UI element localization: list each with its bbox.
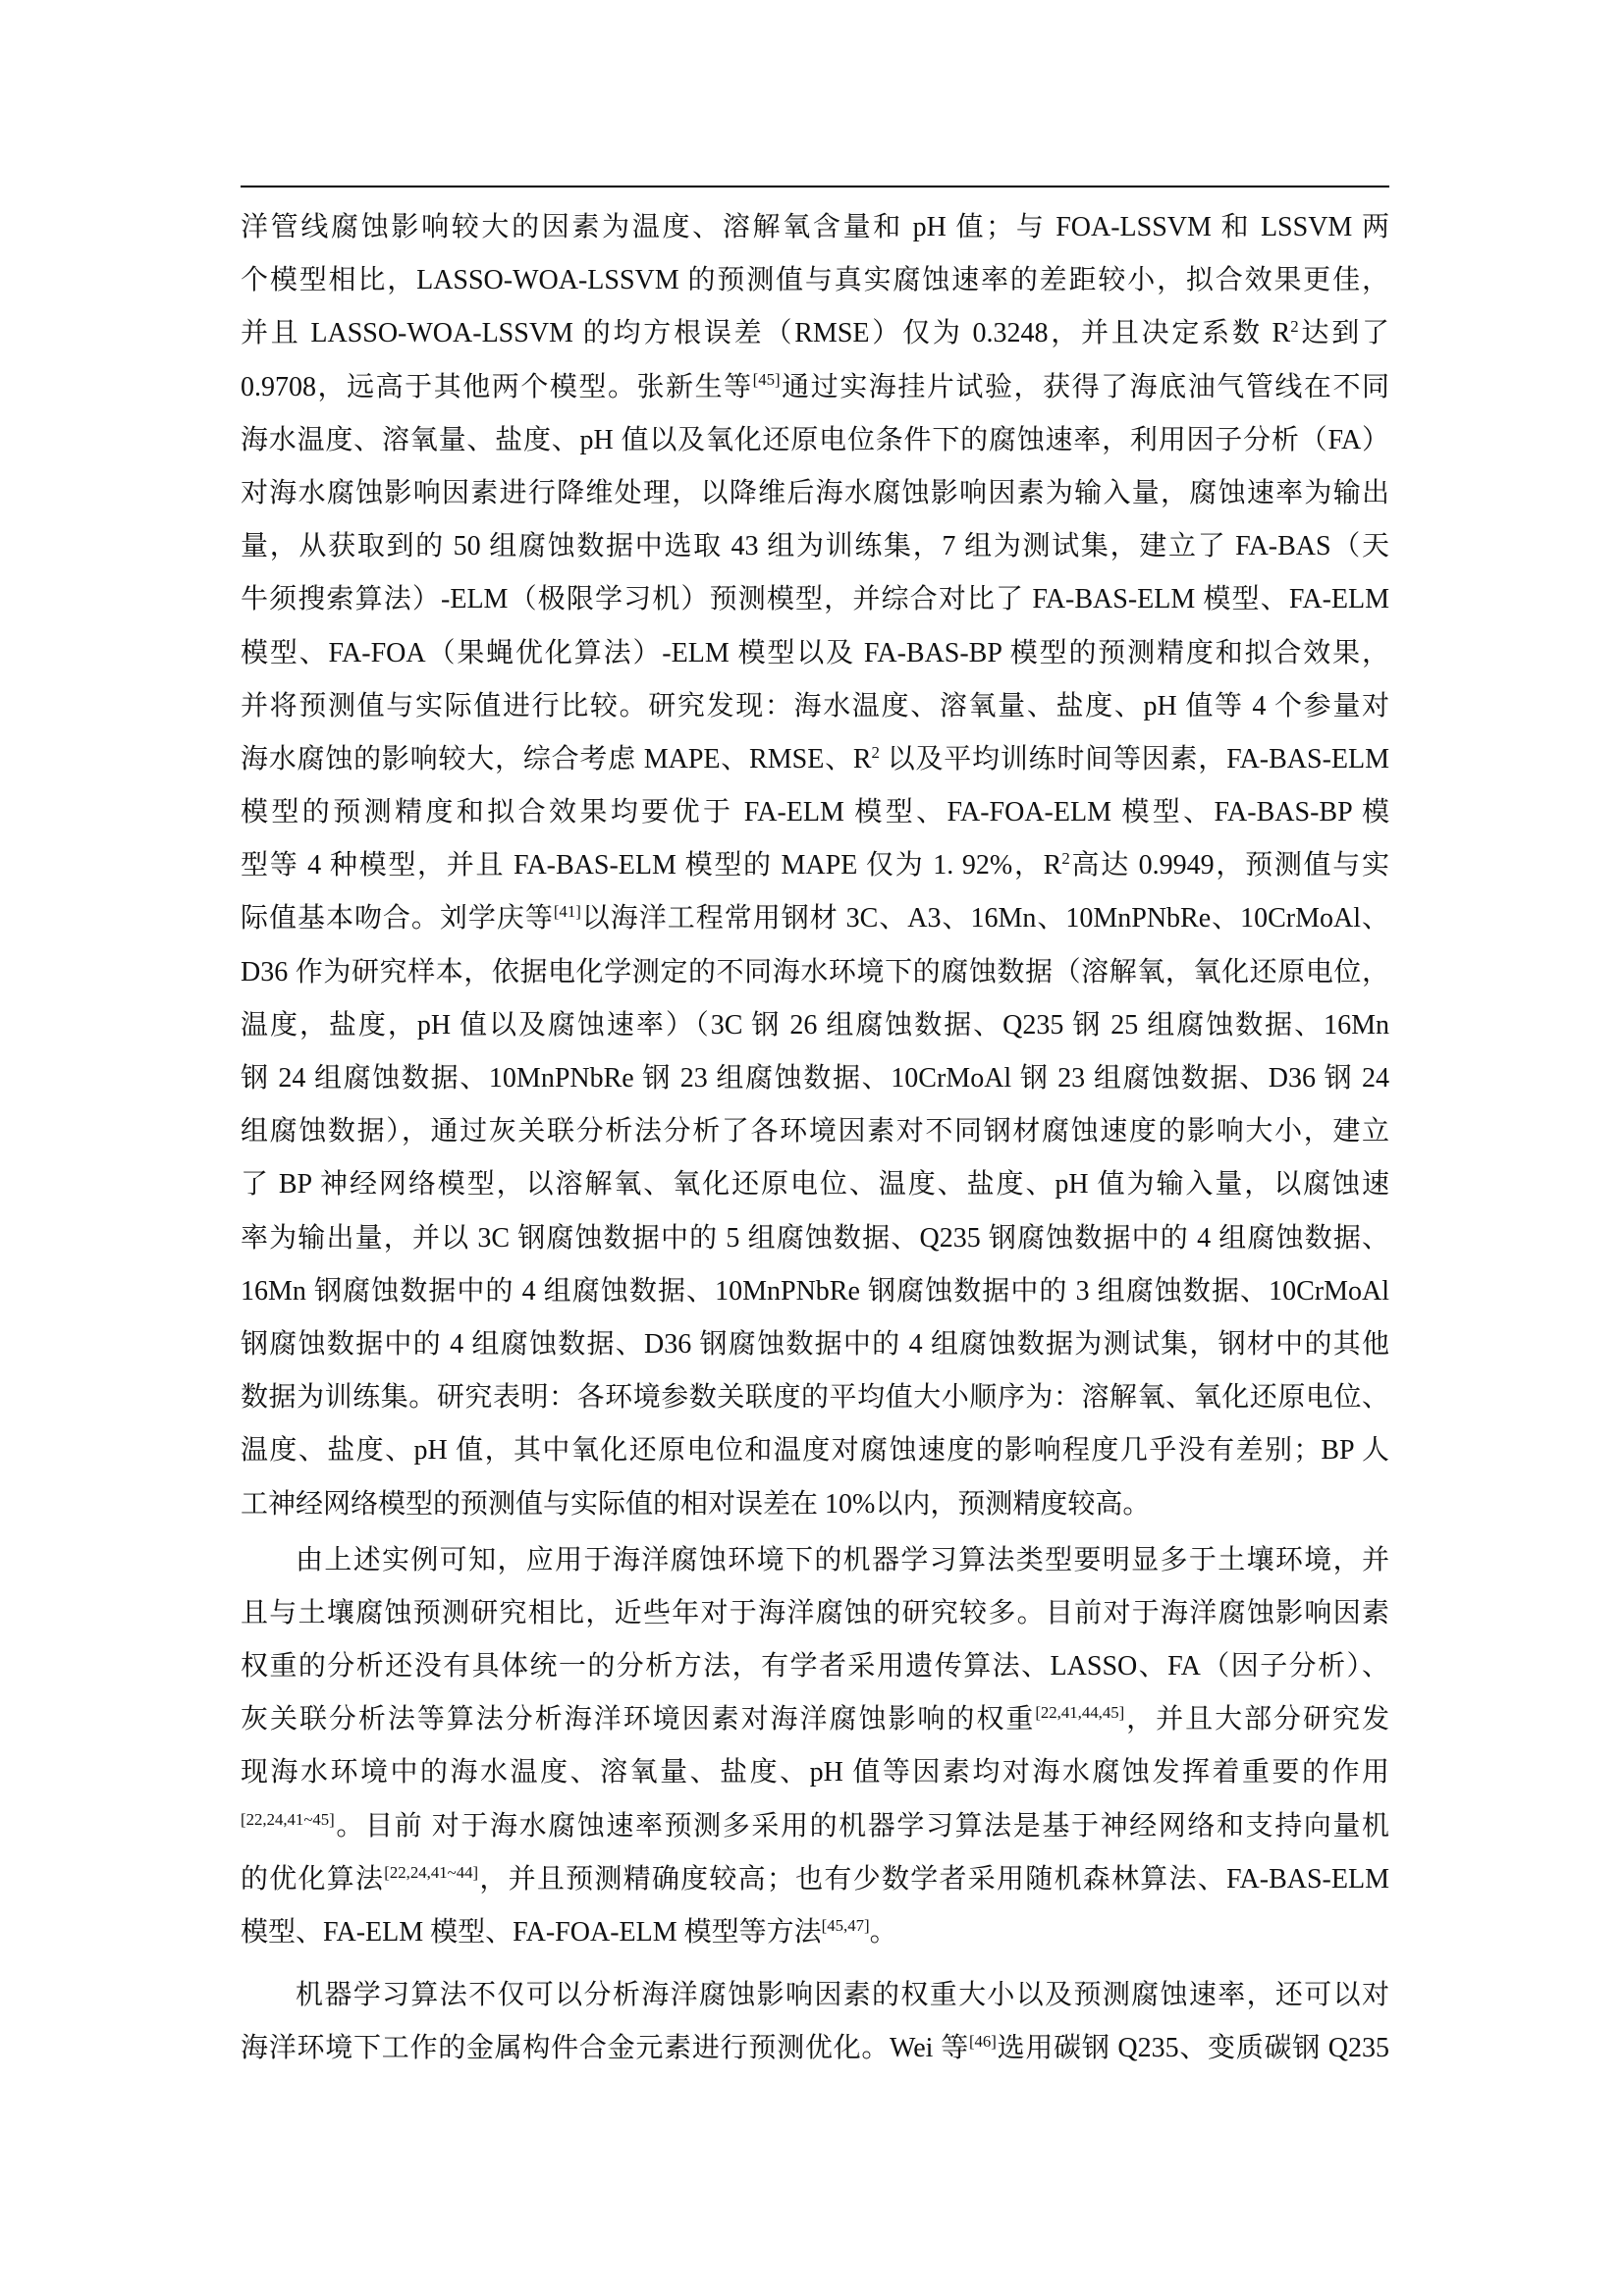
- paragraph: [241, 201, 1389, 1531]
- text-line: [241, 999, 1389, 1052]
- text-run: 量，从获取到的 50 组腐蚀数据中选取 43 组为训练集，7 组为测试集，建立了 FA-BAS（天: [241, 531, 1389, 562]
- exponent-superscript: 2: [871, 742, 880, 762]
- text-run: 温度，盐度，pH 值以及腐蚀速率）（3C 钢 26 组腐蚀数据、Q235 钢 25 组腐蚀数据、16Mn: [241, 1009, 1389, 1041]
- text-run: 。目前 对于海水腐蚀速率预测多采用的机器学习算法是基于神经网络和支持向量机: [334, 1810, 1389, 1842]
- text-run: 0.9708，远高于其他两个模型。张新生等: [241, 371, 753, 402]
- exponent-superscript: 2: [1061, 849, 1070, 869]
- text-line: [241, 467, 1389, 520]
- text-run: 权重的分析还没有具体统一的分析方法，有学者采用遗传算法、LASSO、FA（因子分析）、: [241, 1651, 1389, 1682]
- text-run: 灰关联分析法等算法分析海洋环境因素对海洋腐蚀影响的权重: [241, 1704, 1036, 1735]
- header-rule: [241, 186, 1389, 187]
- text-run: 型等 4 种模型，并且 FA-BAS-ELM 模型的 MAPE 仅为 1. 92%，R: [241, 850, 1062, 881]
- text-run: 选用碳钢 Q235、变质碳钢 Q235: [996, 2033, 1389, 2064]
- text-run: ，并且大部分研究发: [1124, 1704, 1389, 1735]
- text-line: [241, 414, 1389, 467]
- text-line: [241, 1052, 1389, 1105]
- citation-superscript: [22,41,44,45]: [1035, 1703, 1125, 1723]
- text-run: 的优化算法: [241, 1863, 385, 1895]
- text-line: [241, 254, 1389, 307]
- text-line: [241, 1800, 1389, 1853]
- text-run: 模型、FA-FOA（果蝇优化算法）-ELM 模型以及 FA-BAS-BP 模型的预测精度和拟合效果，: [241, 637, 1389, 668]
- text-run: 海水温度、溶氧量、盐度、pH 值以及氧化还原电位条件下的腐蚀速率，利用因子分析（FA）: [241, 424, 1389, 455]
- text-line: [241, 1424, 1389, 1477]
- text-run: D36 作为研究样本，依据电化学测定的不同海水环境下的腐蚀数据（溶解氧，氧化还原电位，: [241, 956, 1389, 988]
- paragraph: [241, 1969, 1389, 2075]
- text-line: [241, 1587, 1389, 1640]
- text-run: 现海水环境中的海水温度、溶氧量、盐度、pH 值等因素均对海水腐蚀发挥着重要的作用: [241, 1757, 1389, 1789]
- text-run: 对海水腐蚀影响因素进行降维处理，以降维后海水腐蚀影响因素为输入量，腐蚀速率为输出: [241, 477, 1389, 508]
- citation-superscript: [41]: [553, 902, 581, 922]
- text-line: [241, 307, 1389, 360]
- text-line: [241, 361, 1389, 414]
- text-run: 钢 24 组腐蚀数据、10MnPNbRe 钢 23 组腐蚀数据、10CrMoAl 钢 23 组腐蚀数据、D36 钢 24: [241, 1063, 1389, 1094]
- text-line: [241, 1371, 1389, 1424]
- text-run: 机器学习算法不仅可以分析海洋腐蚀影响因素的权重大小以及预测腐蚀速率，还可以对: [296, 1980, 1389, 2011]
- text-line: [241, 1969, 1389, 2022]
- text-run: 组腐蚀数据），通过灰关联分析法分析了各环境因素对不同钢材腐蚀速度的影响大小，建立: [241, 1116, 1389, 1148]
- text-run: 模型、FA-ELM 模型、FA-FOA-ELM 模型等方法: [241, 1917, 822, 1948]
- citation-superscript: [22,24,41~44]: [384, 1862, 479, 1882]
- body-text: [241, 201, 1389, 2076]
- text-line: [241, 733, 1389, 786]
- text-run: 达到了: [1298, 318, 1389, 349]
- text-line: [241, 1478, 1389, 1531]
- text-line: [241, 1693, 1389, 1746]
- text-run: 由上述实例可知，应用于海洋腐蚀环境下的机器学习算法类型要明显多于土壤环境，并: [296, 1544, 1389, 1575]
- text-run: 16Mn 钢腐蚀数据中的 4 组腐蚀数据、10MnPNbRe 钢腐蚀数据中的 3 组腐蚀数据、10CrMoAl: [241, 1275, 1389, 1307]
- text-line: [241, 1105, 1389, 1158]
- text-run: 且与土壤腐蚀预测研究相比，近些年对于海洋腐蚀的研究较多。目前对于海洋腐蚀影响因素: [241, 1597, 1389, 1629]
- text-run: 温度、盐度、pH 值，其中氧化还原电位和温度对腐蚀速度的影响程度几乎没有差别；BP 人: [241, 1435, 1389, 1467]
- text-line: [241, 680, 1389, 733]
- text-run: 模型的预测精度和拟合效果均要优于 FA-ELM 模型、FA-FOA-ELM 模型、FA-BAS-BP 模: [241, 797, 1389, 828]
- text-line: [241, 1853, 1389, 1906]
- text-run: 并且 LASSO-WOA-LSSVM 的均方根误差（RMSE）仅为 0.3248，并且决定系数 R: [241, 318, 1291, 349]
- text-line: [241, 1640, 1389, 1693]
- citation-superscript: [45,47]: [821, 1915, 870, 1935]
- text-line: [241, 839, 1389, 892]
- text-run: 率为输出量，并以 3C 钢腐蚀数据中的 5 组腐蚀数据、Q235 钢腐蚀数据中的 4 组腐蚀数据、: [241, 1222, 1389, 1254]
- text-run: 以海洋工程常用钢材 3C、A3、16Mn、10MnPNbRe、10CrMoAl、: [580, 903, 1389, 934]
- text-run: 。: [869, 1917, 897, 1948]
- text-line: [241, 520, 1389, 573]
- text-line: [241, 1534, 1389, 1587]
- text-line: [241, 892, 1389, 945]
- text-line: [241, 573, 1389, 626]
- text-run: 钢腐蚀数据中的 4 组腐蚀数据、D36 钢腐蚀数据中的 4 组腐蚀数据为测试集，钢材中的其他: [241, 1328, 1389, 1360]
- text-line: [241, 1158, 1389, 1211]
- text-line: [241, 1746, 1389, 1799]
- text-run: 数据为训练集。研究表明：各环境参数关联度的平均值大小顺序为：溶解氧、氧化还原电位、: [241, 1382, 1389, 1414]
- text-run: 并将预测值与实际值进行比较。研究发现：海水温度、溶氧量、盐度、pH 值等 4 个参量对: [241, 690, 1389, 721]
- paragraph: [241, 1534, 1389, 1960]
- exponent-superscript: 2: [1290, 317, 1299, 337]
- text-run: 高达 0.9949，预测值与实: [1069, 850, 1389, 881]
- text-line: [241, 2022, 1389, 2075]
- text-run: 通过实海挂片试验，获得了海底油气管线在不同: [780, 371, 1389, 402]
- text-line: [241, 946, 1389, 999]
- text-line: [241, 201, 1389, 254]
- text-line: [241, 786, 1389, 839]
- citation-superscript: [22,24,41~45]: [241, 1809, 335, 1829]
- text-run: 牛须搜索算法）-ELM（极限学习机）预测模型，并综合对比了 FA-BAS-ELM 模型、FA-ELM: [241, 584, 1389, 615]
- text-run: 以及平均训练时间等因素，FA-BAS-ELM: [879, 743, 1390, 774]
- text-run: 个模型相比，LASSO-WOA-LSSVM 的预测值与真实腐蚀速率的差距较小，拟合效果更佳，: [241, 265, 1389, 296]
- text-run: 海洋环境下工作的金属构件合金元素进行预测优化。Wei 等: [241, 2033, 969, 2064]
- text-line: [241, 627, 1389, 680]
- text-line: [241, 1265, 1389, 1318]
- text-run: 工神经网络模型的预测值与实际值的相对误差在 10%以内，预测精度较高。: [241, 1488, 1151, 1520]
- text-line: [241, 1906, 1389, 1959]
- text-line: [241, 1212, 1389, 1265]
- text-line: [241, 1318, 1389, 1371]
- citation-superscript: [46]: [968, 2032, 997, 2052]
- text-run: 洋管线腐蚀影响较大的因素为温度、溶解氧含量和 pH 值；与 FOA-LSSVM 和 LSSVM 两: [241, 212, 1389, 242]
- citation-superscript: [45]: [752, 370, 781, 390]
- text-run: ，并且预测精确度较高；也有少数学者采用随机森林算法、FA-BAS-ELM: [478, 1863, 1389, 1895]
- text-run: 际值基本吻合。刘学庆等: [241, 903, 554, 934]
- text-run: 了 BP 神经网络模型，以溶解氧、氧化还原电位、温度、盐度、pH 值为输入量，以腐蚀速: [241, 1169, 1389, 1201]
- text-run: 海水腐蚀的影响较大，综合考虑 MAPE、RMSE、R: [241, 743, 872, 774]
